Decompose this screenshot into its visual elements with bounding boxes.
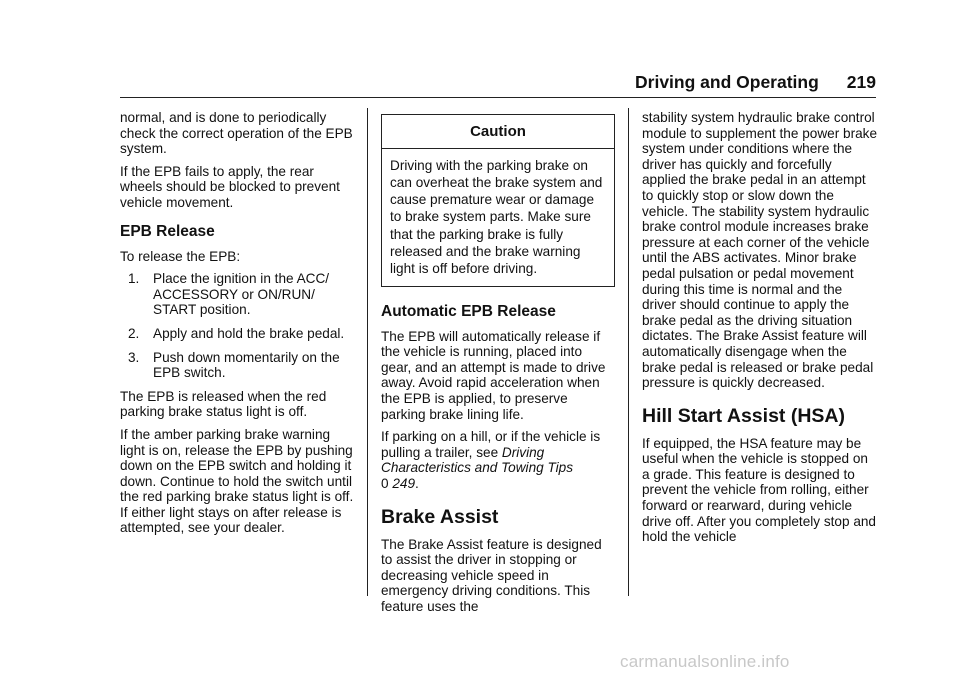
column-3 xyxy=(642,110,878,552)
list-item xyxy=(128,350,358,381)
page-ref-arrow: 0 xyxy=(381,476,389,492)
step-text: Place the ignition in the ACC/ ACCESSORY or ON/RUN/ START position. xyxy=(153,271,330,318)
watermark: carmanualsonline.info xyxy=(620,652,790,671)
heading-automatic-epb-release: Automatic EPB Release xyxy=(381,302,556,320)
paragraph: If equipped, the HSA feature may be useful when the vehicle is stopped on a grade. This feature is designed to prevent the vehicle from rolling, either forward or rearward, during vehicle drive off. After you completely stop and hold the vehicle xyxy=(642,435,876,545)
list-item xyxy=(128,271,358,318)
paragraph: normal, and is done to periodically check the correct operation of the EPB system. xyxy=(120,110,353,157)
page-reference[interactable]: 249 xyxy=(392,476,416,492)
column-divider-1 xyxy=(367,108,368,596)
column-divider-2 xyxy=(628,108,629,596)
cross-reference-link[interactable]: Driving Characteristics and Towing Tips xyxy=(381,444,574,476)
column-2 xyxy=(381,110,615,622)
page-number: 219 xyxy=(846,72,876,92)
release-steps-list xyxy=(120,271,358,381)
paragraph: If the amber parking brake warning light is on, release the EPB by pushing down on the EPB switch and holding it down. Continue to hold the switch until the red parking brake status light is off. If either light stays on after release is attempted, see your dealer. xyxy=(120,426,354,536)
heading-epb-release: EPB Release xyxy=(120,222,215,240)
paragraph: stability system hydraulic brake control module to supplement the power brake system under conditions where the driver has quickly and forcefully applied the brake pedal in an attempt to quickly stop or slow down the vehicle. The stability system hydraulic brake control module increases brake pressure at each corner of the vehicle until the ABS activates. Minor brake pedal pulsation or pedal movement during this time is normal and the driver should continue to apply the brake pedal as the driving situation dictates. The Brake Assist feature will automatically disengage when the brake pedal is released or brake pedal pressure is quickly decreased. xyxy=(642,110,878,391)
step-number: 1. xyxy=(128,271,140,287)
step-number: 2. xyxy=(128,325,140,341)
text-span: If parking on a hill, or if the vehicle is pulling a trailer, see xyxy=(381,429,601,460)
paragraph: The Brake Assist feature is designed to assist the driver in stopping or decreasing vehicle speed in emergency driving conditions. This feature uses the xyxy=(381,536,602,614)
paragraph: The EPB will automatically release if the vehicle is running, placed into gear, and an attempt is made to drive away. Avoid rapid acceleration when the EPB is applied, to preserve parking brake lining life. xyxy=(381,328,606,422)
heading-hill-start-assist: Hill Start Assist (HSA) xyxy=(642,404,845,427)
paragraph: If the EPB fails to apply, the rear wheels should be blocked to prevent vehicle movement. xyxy=(120,163,340,210)
caution-body: Driving with the parking brake on can overheat the brake system and cause premature wear or damage to brake system parts. Make sure that the parking brake is fully released and the brake warning light is off before driving. xyxy=(390,157,603,277)
page-header xyxy=(120,72,876,96)
paragraph: The EPB is released when the red parking brake status light is off. xyxy=(120,388,327,420)
caution-title: Caution xyxy=(382,115,614,149)
column-1 xyxy=(120,110,358,543)
header-divider xyxy=(120,97,876,98)
step-number: 3. xyxy=(128,349,140,365)
step-text: Apply and hold the brake pedal. xyxy=(153,325,345,341)
paragraph: To release the EPB: xyxy=(120,248,241,264)
heading-brake-assist: Brake Assist xyxy=(381,505,499,528)
step-text: Push down momentarily on the EPB switch. xyxy=(153,349,340,381)
section-title: Driving and Operating xyxy=(635,72,819,92)
caution-box xyxy=(381,114,615,287)
list-item xyxy=(128,326,358,342)
paragraph: If parking on a hill, or if the vehicle is pulling a trailer, see Driving Characteristics and Towing Tips 0 249. xyxy=(381,429,601,492)
